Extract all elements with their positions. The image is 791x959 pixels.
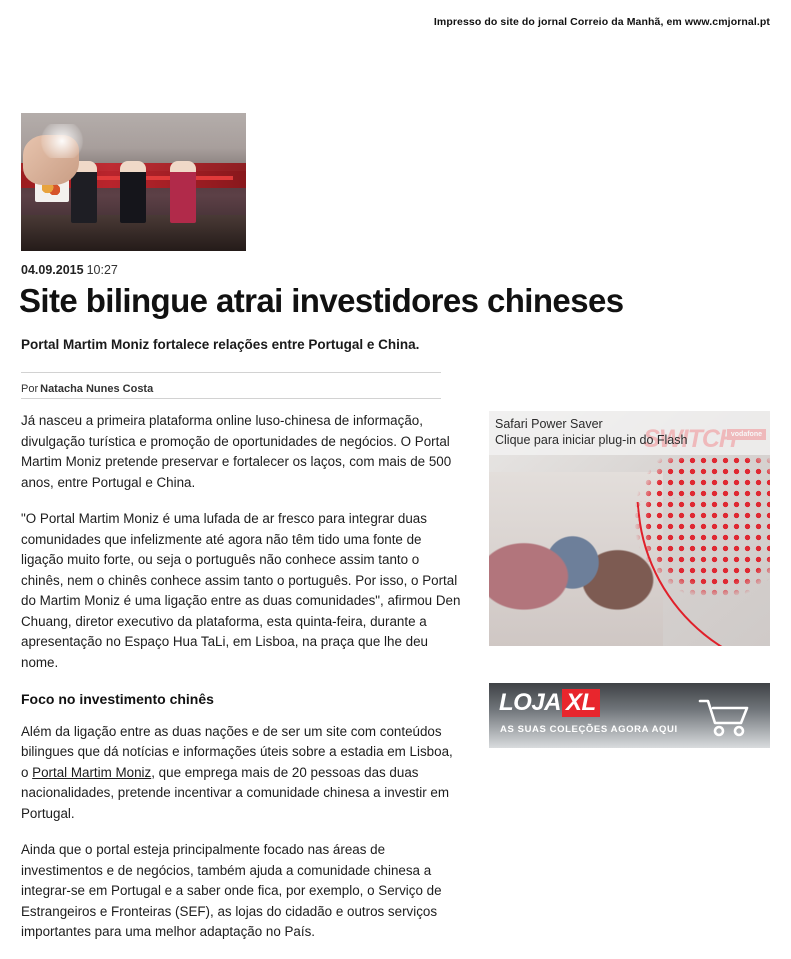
lead-photo <box>21 113 246 251</box>
shopping-cart-icon <box>696 695 758 739</box>
byline-prefix: Por <box>21 383 39 395</box>
ad-wordmark <box>499 689 600 717</box>
article-body <box>21 411 461 959</box>
article-datetime <box>21 263 118 277</box>
byline-divider-top <box>21 372 441 373</box>
article-paragraph: Ainda que o portal esteja principalmente focado nas áreas de investimentos e de negócios, também ajuda a comunidade chinesa a integrar-se em Portugal e a saber onde fica, por exemplo, o Serviço de Estrangeiros e Fronteiras (SEF), as lojas do cidadão e outros serviços importantes para uma melhor adaptação no País. <box>21 842 442 939</box>
ad-wordmark-accent: XL <box>562 689 600 717</box>
article-paragraph: Já nasceu a primeira plataforma online luso-chinesa de informação, divulgação turística e promoção de oportunidades de negócios. O Portal Martim Moniz pretende preservar e fortalecer os laços, com mais de 500 anos, entre Portugal e China. <box>21 413 452 490</box>
byline-author: Natacha Nunes Costa <box>40 383 154 395</box>
lojaxl-advertisement[interactable] <box>489 683 770 748</box>
ad-wordmark-main: LOJA <box>499 689 562 716</box>
ad-tagline: AS SUAS COLEÇÕES AGORA AQUI <box>500 724 678 735</box>
ad-dot-pattern <box>610 455 770 605</box>
page-title: Site bilingue atrai investidores chineses <box>19 282 624 319</box>
byline <box>21 383 153 395</box>
portal-martim-moniz-link[interactable]: Portal Martim Moniz <box>32 764 152 780</box>
paragraph-text-before-link: Além da ligação entre as duas nações e de ser um site com conteúdos bilingues que dá notícias e informações úteis sobre a estadia em Lisboa, o <box>21 723 453 780</box>
flash-placeholder-title: Safari Power Saver <box>495 417 603 431</box>
flash-placeholder-instruction: Clique para iniciar plug-in do Flash <box>495 433 688 447</box>
photo-person <box>120 161 146 223</box>
byline-divider-bottom <box>21 398 441 399</box>
paragraph-text-after-link: , que emprega mais de 20 pessoas das duas nacionalidades, pretende incentivar a comunidade chinesa a investir em Portugal. <box>21 764 450 821</box>
print-source-header: Impresso do site do jornal Correio da Manhã, em www.cmjornal.pt <box>433 16 770 28</box>
photo-person <box>170 161 196 223</box>
photo-camera-flash <box>39 124 85 158</box>
flash-plugin-placeholder[interactable] <box>489 411 770 455</box>
article-standfirst: Portal Martim Moniz fortalece relações entre Portugal e China. <box>21 337 420 352</box>
article-paragraph: "O Portal Martim Moniz é uma lufada de ar fresco para integrar duas comunidades que infelizmente até agora não têm tido uma fonte de ligação muito forte, ou seja o português não conhece assim tanto o chinês, nem o chinês conhece assim tanto o português. Por isso, o Portal do Martim Moniz é uma ligação entre as duas comunidades", afirmou Den Chuang, diretor executivo da plataforma, esta quinta-feira, durante a apresentação no Espaço Hua TaLi, em Lisboa, na praça que lhe deu nome. <box>21 511 461 670</box>
article-time: 10:27 <box>86 263 118 277</box>
article-subheading: Foco no investimento chinês <box>21 691 214 707</box>
article-date: 04.09.2015 <box>21 263 84 277</box>
article-paragraph-with-link <box>21 722 461 825</box>
